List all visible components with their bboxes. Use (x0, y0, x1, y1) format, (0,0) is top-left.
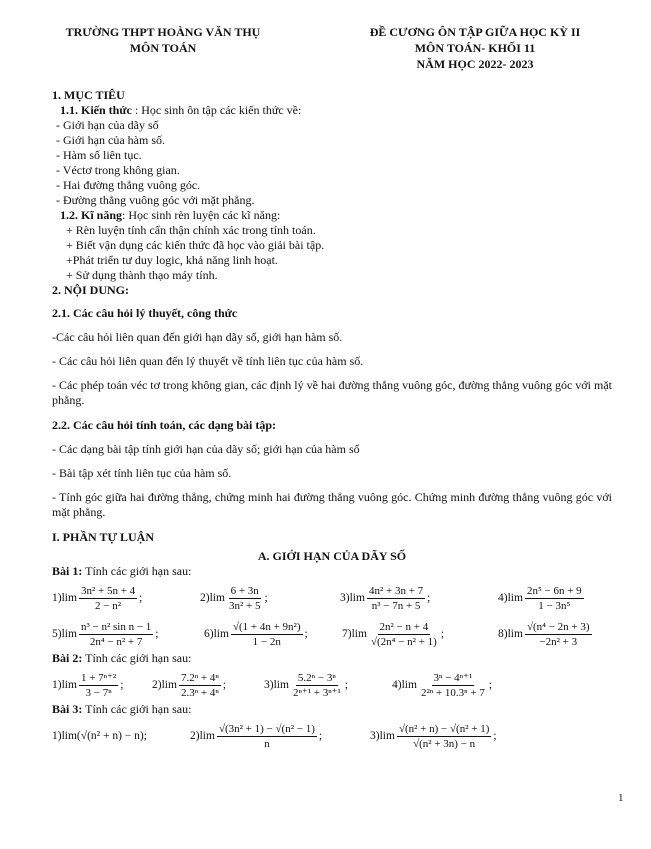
fraction (179, 671, 221, 700)
lim-symbol: lim (379, 729, 395, 742)
problem-number: 6) (204, 627, 214, 640)
fraction (217, 722, 317, 751)
lim-symbol: lim (507, 627, 523, 640)
knowledge-text: : Học sinh ôn tập các kiến thức về: (131, 103, 302, 117)
document-title: ĐỀ CƯƠNG ÔN TẬP GIỮA HỌC KỲ II (369, 25, 581, 39)
knowledge-heading (52, 103, 612, 118)
numerator: 7.2ⁿ + 4ⁿ (180, 671, 219, 684)
denominator: 2 − n² (95, 599, 122, 612)
theory-paragraph: - Các câu hỏi liên quan đến lý thuyết về tính liên tục của hàm số. (52, 354, 364, 368)
problem: 2) lim $\frac{6 + 3n}{\text{3n² + 5}}$ ; (200, 584, 268, 612)
exercise-paragraph: - Tính góc giữa hai đường thẳng, chứng minh hai đường thẳng vuông góc. Chứng minh đường thẳng vuông góc với mặt phẳng. (52, 490, 612, 519)
problem: 3) lim $\frac{\text{5.2ⁿ − 3ⁿ}}{\text{2ⁿ⁺¹ + 3ⁿ⁺¹}}$ ; (264, 671, 348, 699)
knowledge-item: - Véctơ trong không gian. (56, 163, 180, 177)
problem: 4) lim $\frac{\text{3ⁿ − 4ⁿ⁺¹}}{\text{2²ⁿ + 10.3ⁿ + 7}}$ ; (392, 671, 493, 699)
denominator: −2n² + 3 (539, 635, 578, 648)
problem: 1) lim $\frac{\text{1 + 7ⁿ⁺²}}{\text{3 − 7ⁿ}}$ ; (52, 671, 124, 699)
problem-number: 2) (200, 591, 210, 604)
numerator: 3ⁿ − 4ⁿ⁺¹ (433, 671, 473, 684)
part-1-title: I. PHẦN TỰ LUẬN (52, 530, 155, 544)
lim-symbol: lim (61, 678, 77, 691)
lim-symbol: lim (209, 591, 225, 604)
document-header (0, 24, 651, 74)
bai-1-label: Bài 1: (52, 564, 83, 578)
numerator: √(1 + 4n + 9n²) (232, 620, 301, 633)
skill-item: + Biết vận dụng các kiến thức đã học vào giải bài tập. (66, 238, 325, 252)
problem: 6) lim $\frac{\text{√(1 + 4n + 9n²)}}{1 - 2n}$ ; (204, 620, 308, 648)
bai-2-heading (52, 651, 612, 666)
fraction (227, 584, 263, 613)
knowledge-item: - Giới hạn của hàm số. (56, 133, 165, 147)
knowledge-item: - Hai đường thẳng vuông góc. (56, 178, 201, 192)
numerator: 1 + 7ⁿ⁺² (80, 671, 117, 684)
denominator: 1 − 3n⁵ (538, 599, 571, 612)
denominator: 2²ⁿ + 10.3ⁿ + 7 (420, 686, 485, 699)
lim-symbol: lim (61, 627, 77, 640)
numerator: 2n² − n + 4 (379, 620, 429, 633)
problem-number: 3) (340, 591, 350, 604)
denominator: 2.3ⁿ + 4ⁿ (180, 686, 219, 699)
numerator: 2n⁵ − 6n + 9 (526, 584, 582, 597)
denominator: 1 − 2n (252, 635, 281, 648)
bai-2-text: Tính các giới hạn sau: (82, 651, 192, 665)
header-title-block (340, 24, 610, 72)
bai-3-heading (52, 702, 612, 717)
section-1-title: 1. MỤC TIÊU (52, 88, 125, 102)
denominator: √(2n⁴ − n² + 1) (370, 635, 437, 648)
problem: 5) lim $\frac{\text{n³ − n² sin n − 1}}{\text{2n⁴ − n² + 7}}$ ; (52, 620, 159, 648)
bai-2-label: Bài 2: (52, 651, 83, 665)
knowledge-item: - Hàm số liên tục. (56, 148, 142, 162)
page-number: 1 (618, 792, 624, 804)
fraction (419, 671, 487, 700)
skill-item: + Rèn luyện tính cẩn thận chính xác trong tính toán. (66, 223, 316, 237)
fraction (397, 722, 491, 751)
bai-3-text: Tính các giới hạn sau: (82, 702, 192, 716)
header-school-block (48, 24, 278, 56)
problem-number: 1) (52, 678, 62, 691)
problem (498, 617, 593, 651)
exercise-paragraph: - Bài tập xét tính liên tục của hàm số. (52, 466, 232, 480)
document-body (52, 88, 612, 753)
numerator: 5.2ⁿ − 3ⁿ (297, 671, 336, 684)
fraction (79, 584, 137, 613)
numerator: 6 + 3n (230, 584, 259, 597)
section-2-1-title: 2.1. Các câu hỏi lý thuyết, công thức (52, 306, 238, 320)
problem-number: 3) (264, 678, 274, 691)
problem: 3) lim $\frac{\text{4n² + 3n + 7}}{\text{n³ − 7n + 5}}$ ; (340, 584, 431, 612)
skill-item: +Phát triển tư duy logic, khả năng linh hoạt. (66, 253, 278, 267)
bai-1-row-2 (52, 617, 612, 651)
subject-grade: MÔN TOÁN- KHỐI 11 (414, 41, 536, 55)
skill-label: 1.2. Kĩ năng (60, 208, 123, 222)
bai-1-heading (52, 564, 612, 579)
section-2-title: 2. NỘI DUNG: (52, 283, 129, 297)
denominator: 3 − 7ⁿ (85, 686, 112, 699)
fraction (369, 620, 439, 649)
school-name: TRƯỜNG THPT HOÀNG VĂN THỤ (65, 25, 261, 39)
lim-symbol: lim (349, 591, 365, 604)
denominator: 3n² + 5 (228, 599, 261, 612)
knowledge-label: 1.1. Kiến thức (60, 103, 132, 117)
bai-3-label: Bài 3: (52, 702, 83, 716)
knowledge-item: - Đường thẳng vuông góc với mặt phẳng. (56, 193, 255, 207)
fraction (79, 620, 153, 649)
fraction (525, 620, 592, 649)
problem (52, 719, 147, 753)
subject-name: MÔN TOÁN (129, 41, 197, 55)
theory-paragraph: -Các câu hỏi liên quan đến giới hạn dãy số, giới hạn hàm số. (52, 330, 343, 344)
lim-symbol: lim (213, 627, 229, 640)
exercise-paragraph: - Các dạng bài tập tính giới hạn của dãy số; giới hạn của hàm số (52, 442, 360, 456)
skill-text: : Học sinh rèn luyện các kĩ năng: (122, 208, 281, 222)
fraction (291, 671, 343, 700)
denominator: 2n⁴ − n² + 7 (89, 635, 143, 648)
problem: 3) lim $\frac{\text{√(n² + n) − √(n² + 1)}}{\text{√(n² + 3n) − n}}$ ; (370, 722, 497, 750)
problem-number: 3) (370, 729, 380, 742)
problem: 2) lim $\frac{\text{7.2ⁿ + 4ⁿ}}{\text{2.3ⁿ + 4ⁿ}}$ ; (152, 671, 227, 699)
bai-2-row (52, 668, 612, 702)
numerator: √(n² + n) − √(n² + 1) (398, 722, 490, 735)
problem-number: 7) (342, 627, 352, 640)
lim-symbol: lim (351, 627, 367, 640)
denominator: 2ⁿ⁺¹ + 3ⁿ⁺¹ (292, 686, 341, 699)
lim-symbol: lim (507, 591, 523, 604)
problem: 1) lim $\frac{\text{3n² + 5n + 4}}{\text{2 − n²}}$ ; (52, 584, 143, 612)
expression: lim(√(n² + n) − n); (61, 729, 147, 742)
lim-symbol: lim (401, 678, 417, 691)
school-year: NĂM HỌC 2022- 2023 (416, 57, 534, 71)
bai-3-row (52, 719, 612, 753)
lim-symbol: lim (161, 678, 177, 691)
denominator: √(n² + 3n) − n (413, 737, 476, 750)
part-a-title: A. GIỚI HẠN CỦA DÃY SỐ (257, 549, 407, 563)
numerator: √(n⁴ − 2n + 3) (526, 620, 590, 633)
skill-item: + Sử dụng thành thạo máy tính. (66, 268, 218, 282)
problem: 7) lim $\frac{\text{2n² − n + 4}}{\text{√(2n⁴ − n² + 1)}}$ ; (342, 620, 445, 648)
lim-symbol: lim (273, 678, 289, 691)
fraction (525, 584, 584, 613)
bai-1-row-1 (52, 581, 612, 615)
skill-heading (52, 208, 612, 223)
problem-number: 4) (498, 591, 508, 604)
problem-number: 4) (392, 678, 402, 691)
numerator: 4n² + 3n + 7 (368, 584, 424, 597)
problem (498, 581, 585, 615)
problem-number: 5) (52, 627, 62, 640)
problem-number: 2) (190, 729, 200, 742)
problem-number: 2) (152, 678, 162, 691)
denominator: n³ − 7n + 5 (371, 599, 421, 612)
lim-symbol: lim (199, 729, 215, 742)
problem-number: 8) (498, 627, 508, 640)
denominator: n (264, 737, 270, 750)
numerator: n³ − n² sin n − 1 (80, 620, 152, 633)
knowledge-item: - Giới hạn của dãy số (56, 118, 159, 132)
numerator: 3n² + 5n + 4 (80, 584, 136, 597)
bai-1-text: Tính các giới hạn sau: (82, 564, 192, 578)
section-2-2-title: 2.2. Các câu hỏi tính toán, các dạng bài tập: (52, 418, 277, 432)
fraction (367, 584, 425, 613)
theory-paragraph: - Các phép toán véc tơ trong không gian, các định lý về hai đường thẳng vuông góc, đường thẳng vuông góc với mặt phẳng. (52, 378, 612, 407)
fraction (79, 671, 118, 700)
numerator: √(3n² + 1) − √(n² − 1) (218, 722, 315, 735)
fraction (231, 620, 303, 649)
problem-number: 1) (52, 729, 62, 742)
problem: 2) lim $\frac{\text{√(3n² + 1) − √(n² − 1)}}{n}$ ; (190, 722, 323, 750)
lim-symbol: lim (61, 591, 77, 604)
problem-number: 1) (52, 591, 62, 604)
